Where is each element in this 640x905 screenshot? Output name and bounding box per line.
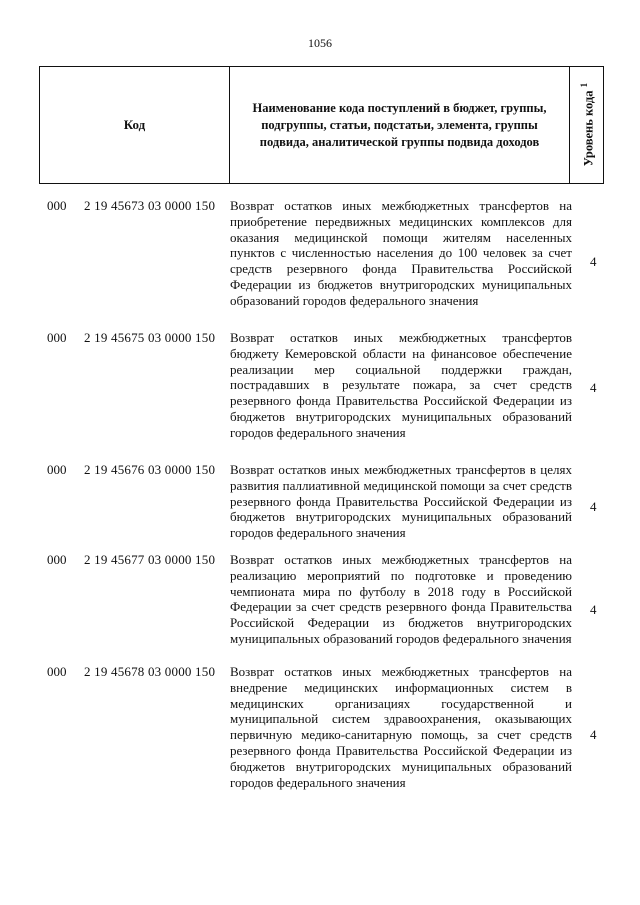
row-code: 2 19 45673 03 0000 150	[84, 198, 216, 213]
table-row	[0, 664, 640, 814]
row-prefix: 000	[47, 664, 67, 679]
table-row	[0, 552, 640, 664]
row-prefix: 000	[47, 198, 67, 213]
header-level	[570, 67, 605, 183]
row-code: 2 19 45676 03 0000 150	[84, 462, 216, 477]
row-name: Возврат остатков иных межбюджетных трансфертов в целях развития паллиативной медицинской помощи за счет средств резервного фонда Правительства Российской Федерации из бюджетов внутригородских муниципальных образований городов федерального значения	[230, 462, 572, 541]
page-number: 1056	[308, 36, 332, 50]
row-name: Возврат остатков иных межбюджетных трансфертов на приобретение передвижных медицинских комплексов для оказания медицинской помощи жителям населенных пунктов с численностью населения до 100 человек за счет средств резервного фонда Правительства Российской Федерации из бюджетов внутригородских муниципальных образований городов федерального значения	[230, 198, 572, 308]
table-row	[0, 330, 640, 462]
header-level-label	[579, 83, 596, 166]
table-header	[39, 66, 604, 184]
header-level-text: Уровень кода	[581, 90, 596, 167]
table-row	[0, 198, 640, 330]
row-level: 4	[590, 499, 597, 514]
row-prefix: 000	[47, 330, 67, 345]
row-level: 4	[590, 727, 597, 742]
row-level: 4	[590, 380, 597, 395]
row-code: 2 19 45677 03 0000 150	[84, 552, 216, 567]
row-prefix: 000	[47, 462, 67, 477]
row-prefix: 000	[47, 552, 67, 567]
header-code: Код	[40, 67, 230, 183]
row-code: 2 19 45675 03 0000 150	[84, 330, 216, 345]
row-level: 4	[590, 602, 597, 617]
row-name: Возврат остатков иных межбюджетных трансфертов на внедрение медицинских информационных систем в медицинских организациях государственной и муниципальной систем здравоохранения, оказывающих первичную медико-санитарную помощь, за счет средств резервного фонда Правительства Российской Федерации из бюджетов внутригородских муниципальных образований городов федерального значения	[230, 664, 572, 790]
table-body	[0, 198, 640, 814]
row-name: Возврат остатков иных межбюджетных трансфертов бюджету Кемеровской области на финансовое обеспечение реализации мер социальной поддержки граждан, пострадавших в результате пожара, за счет средств резервного фонда Правительства Российской Федерации из бюджетов внутригородских муниципальных образований городов федерального значения	[230, 330, 572, 440]
row-name: Возврат остатков иных межбюджетных трансфертов на реализацию мероприятий по подготовке и проведению чемпионата мира по футболу в 2018 году в Российской Федерации за счет средств резервного фонда Правительства Российской Федерации из бюджетов внутригородских муниципальных образований городов федерального значения	[230, 552, 572, 646]
table-row	[0, 462, 640, 552]
row-code: 2 19 45678 03 0000 150	[84, 664, 216, 679]
row-level: 4	[590, 254, 597, 269]
header-name: Наименование кода поступлений в бюджет, группы, подгруппы, статьи, подстатьи, элемента, группы подвида, аналитической группы подвида доходов	[230, 67, 570, 183]
header-level-footnote: 1	[578, 83, 589, 88]
